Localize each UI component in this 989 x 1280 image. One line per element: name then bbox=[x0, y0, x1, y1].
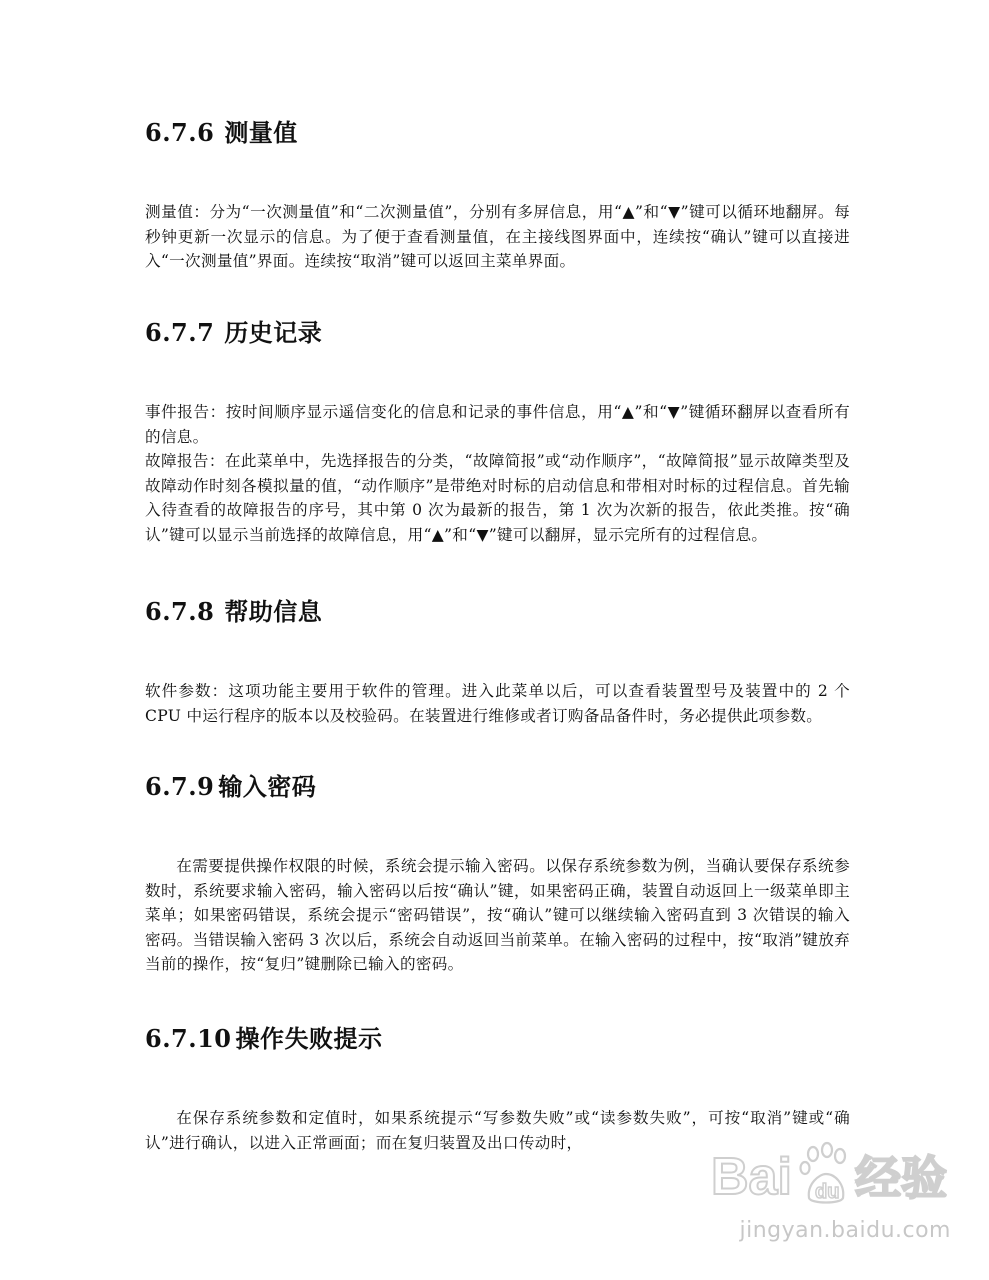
watermark-url: jingyan.baidu.com bbox=[739, 1218, 951, 1243]
baidu-jingyan-watermark bbox=[709, 1140, 959, 1252]
section-number: 6.7.8 bbox=[145, 597, 215, 626]
section-title: 历史记录 bbox=[224, 318, 323, 347]
section-number: 6.7.9 bbox=[145, 772, 215, 801]
section-title: 帮助信息 bbox=[224, 597, 323, 626]
section-number: 6.7.10 bbox=[145, 1024, 232, 1053]
baidu-logo-icon bbox=[709, 1140, 955, 1210]
section-measurements bbox=[145, 118, 850, 274]
section-help bbox=[145, 597, 850, 728]
svg-text:经验: 经验 bbox=[855, 1151, 947, 1205]
section-title: 测量值 bbox=[224, 118, 298, 147]
section-number: 6.7.7 bbox=[145, 318, 215, 347]
section-title: 输入密码 bbox=[218, 772, 317, 801]
paragraph: 故障报告：在此菜单中，先选择报告的分类，“故障简报”或“动作顺序”，“故障简报”显示故障类型及故障动作时刻各模拟量的值，“动作顺序”是带绝对时标的启动信息和带相对时标的过程信息。首先输入待查看的故障报告的序号，其中第 0 次为最新的报告，第 1 次为次新的报告，依此类推。按“确认”键可以显示当前选择的故障信息，用“▲”和“▼”键可以翻屏，显示完所有的过程信息。 bbox=[145, 452, 850, 544]
paragraph: 测量值：分为“一次测量值”和“二次测量值”，分别有多屏信息，用“▲”和“▼”键可以循环地翻屏。每秒钟更新一次显示的信息。为了便于查看测量值，在主接线图界面中，连续按“确认”键可以直接进入“一次测量值”界面。连续按“取消”键可以返回主菜单界面。 bbox=[145, 203, 850, 270]
paragraph: 软件参数：这项功能主要用于软件的管理。进入此菜单以后，可以查看装置型号及装置中的 2 个 CPU 中运行程序的版本以及校验码。在装置进行维修或者订购备品备件时，务必提供此项参数。 bbox=[145, 682, 850, 725]
section-password bbox=[145, 772, 850, 977]
section-heading bbox=[145, 1024, 850, 1054]
section-title: 操作失败提示 bbox=[235, 1024, 383, 1053]
section-history bbox=[145, 318, 850, 547]
paragraph: 在需要提供操作权限的时候，系统会提示输入密码。以保存系统参数为例，当确认要保存系统参数时，系统要求输入密码，输入密码以后按“确认”键，如果密码正确，装置自动返回上一级菜单即主菜单；如果密码错误，系统会提示“密码错误”，按“确认”键可以继续输入密码直到 3 次错误的输入密码。当错误输入密码 3 次以后，系统会自动返回当前菜单。在输入密码的过程中，按“取消”键放弃当前的操作，按“复归”键删除已输入的密码。 bbox=[145, 857, 850, 973]
paragraph: 事件报告：按时间顺序显示遥信变化的信息和记录的事件信息，用“▲”和“▼”键循环翻屏以查看所有的信息。 bbox=[145, 403, 850, 446]
section-heading bbox=[145, 118, 850, 148]
section-number: 6.7.6 bbox=[145, 118, 215, 147]
section-heading bbox=[145, 772, 850, 802]
section-heading bbox=[145, 597, 850, 627]
svg-text:du: du bbox=[815, 1181, 840, 1203]
svg-text:Bai: Bai bbox=[711, 1148, 792, 1206]
paragraph: 在保存系统参数和定值时，如果系统提示“写参数失败”或“读参数失败”，可按“取消”键或“确认”进行确认，以进入正常画面；而在复归装置及出口传动时， bbox=[145, 1109, 850, 1152]
section-heading bbox=[145, 318, 850, 348]
section-operation-failure bbox=[145, 1024, 850, 1155]
